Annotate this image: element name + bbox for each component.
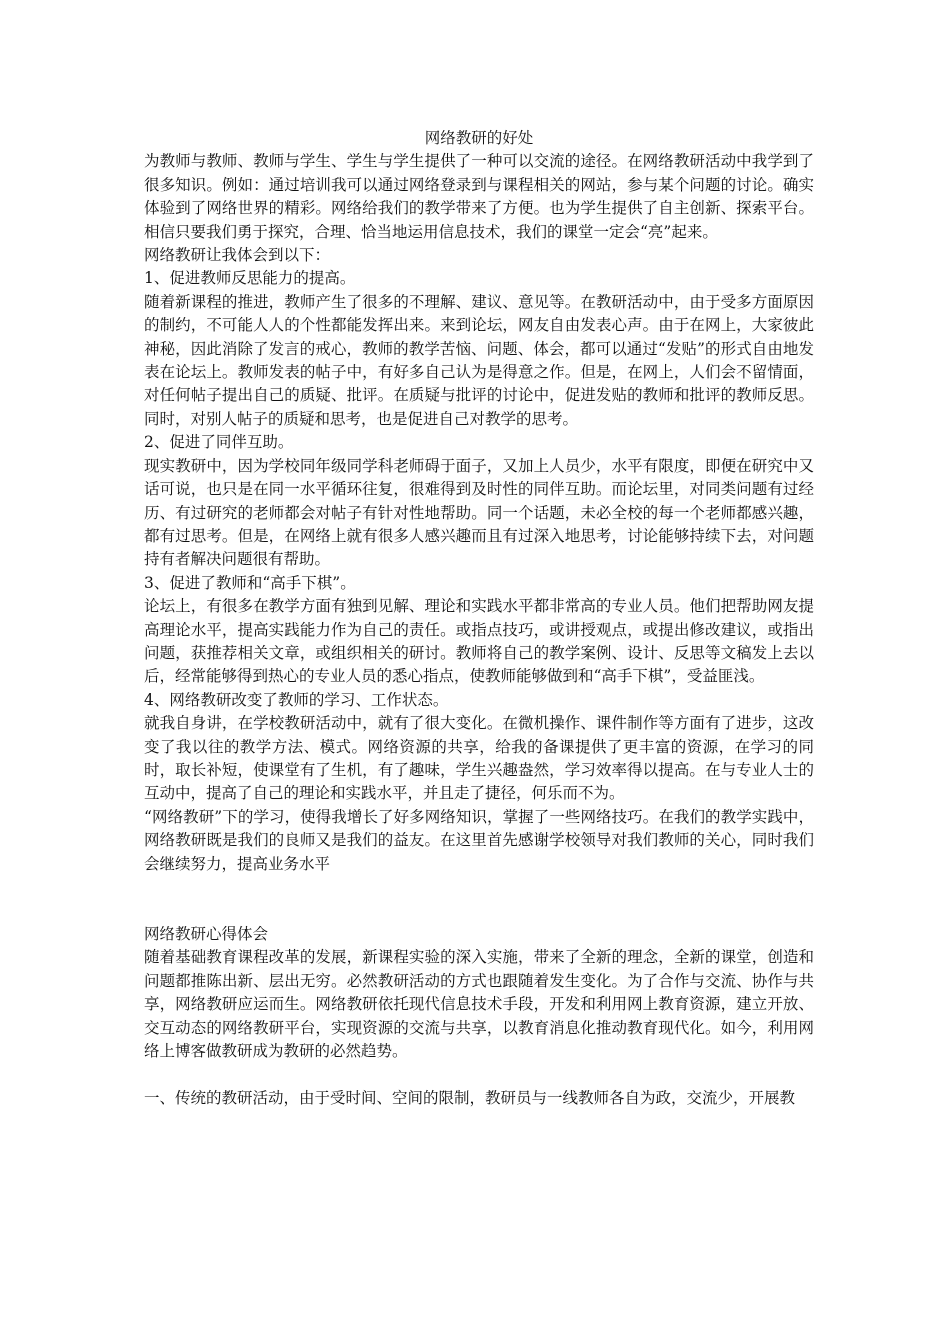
intro-paragraph: 为教师与教师、教师与学生、学生与学生提供了一种可以交流的途径。在网络教研活动中我学到了很多知识。例如：通过培训我可以通过网络登录到与课程相关的网站，参与某个问题的讨论。确实体验到了网络世界的精彩。网络给我们的教学带来了方便。也为学生提供了自主创新、探索平台。相信只要我们勇于探究，合理、恰当地运用信息技术，我们的课堂一定会“亮”起来。 bbox=[144, 152, 814, 241]
document-page bbox=[144, 127, 814, 1110]
item-1-heading: 1、促进教师反思能力的提高。 bbox=[144, 269, 356, 288]
item-4-body: 就我自身讲，在学校教研活动中，就有了很大变化。在微机操作、课件制作等方面有了进步，这改变了我以往的教学方法、模式。网络资源的共享，给我的备课提供了更丰富的资源，在学习的同时，取长补短，使课堂有了生机，有了趣味，学生兴趣盎然，学习效率得以提高。在与专业人士的互动中，提高了自己的理论和实践水平，并且走了捷径，何乐而不为。 bbox=[144, 714, 814, 803]
second-intro-paragraph: 随着基础教育课程改革的发展，新课程实验的深入实施，带来了全新的理念，全新的课堂，创造和问题都推陈出新、层出无穷。必然教研活动的方式也跟随着发生变化。为了合作与交流、协作与共享，网络教研应运而生。网络教研依托现代信息技术手段，开发和利用网上教育资源，建立开放、交互动态的网络教研平台，实现资源的交流与共享，以教育消息化推动教育现代化。如今，利用网络上博客做教研成为教研的必然趋势。 bbox=[144, 948, 814, 1061]
second-point-paragraph: 一、传统的教研活动，由于受时间、空间的限制，教研员与一线教师各自为政，交流少，开展教 bbox=[144, 1088, 796, 1107]
closing-paragraph: “网络教研”下的学习，使得我增长了好多网络知识，掌握了一些网络技巧。在我们的教学实践中，网络教研既是我们的良师又是我们的益友。在这里首先感谢学校领导对我们教师的关心，同时我们会继续努力，提高业务水平 bbox=[144, 807, 814, 873]
item-3-body: 论坛上，有很多在教学方面有独到见解、理论和实践水平都非常高的专业人员。他们把帮助网友提高理论水平，提高实践能力作为自己的责任。或指点技巧，或讲授观点，或提出修改建议，或指出问题，获推荐相关文章，或组织相关的研讨。教师将自己的教学案例、设计、反思等文稿发上去以后，经常能够得到热心的专业人员的悉心指点，使教师能够做到和“高手下棋”，受益匪浅。 bbox=[144, 597, 814, 686]
lead-line: 网络教研让我体会到以下： bbox=[144, 246, 331, 265]
section-gap bbox=[144, 876, 814, 923]
document-title: 网络教研的好处 bbox=[424, 129, 534, 147]
second-section-title: 网络教研心得体会 bbox=[144, 925, 269, 943]
paragraph-gap bbox=[144, 1063, 814, 1086]
item-2-body: 现实教研中，因为学校同年级同学科老师碍于面子，又加上人员少，水平有限度，即便在研究中又话可说，也只是在同一水平循环往复，很难得到及时性的同伴互助。而论坛里，对同类问题有过经历、有过研究的老师都会对帖子有针对性地帮助。同一个话题，未必全校的每一个老师都感兴趣，都有过思考。但是，在网络上就有很多人感兴趣而且有过深入地思考，讨论能够持续下去，对问题持有者解决问题很有帮助。 bbox=[144, 456, 814, 569]
item-4-heading: 4、网络教研改变了教师的学习、工作状态。 bbox=[144, 690, 449, 709]
item-1-body: 随着新课程的推进，教师产生了很多的不理解、建议、意见等。在教研活动中，由于受多方面原因的制约，不可能人人的个性都能发挥出来。来到论坛，网友自由发表心声。由于在网上，大家彼此神秘，因此消除了发言的戒心，教师的教学苦恼、问题、体会，都可以通过“发贴”的形式自由地发表在论坛上。教师发表的帖子中，有好多自己认为是得意之作。但是，在网上，人们会不留情面，对任何帖子提出自己的质疑、批评。在质疑与批评的讨论中，促进发贴的教师和批评的教师反思。同时，对别人帖子的质疑和思考，也是促进自己对教学的思考。 bbox=[144, 292, 814, 428]
item-2-heading: 2、促进了同伴互助。 bbox=[144, 433, 294, 452]
item-3-heading: 3、促进了教师和“高手下棋”。 bbox=[144, 573, 356, 592]
